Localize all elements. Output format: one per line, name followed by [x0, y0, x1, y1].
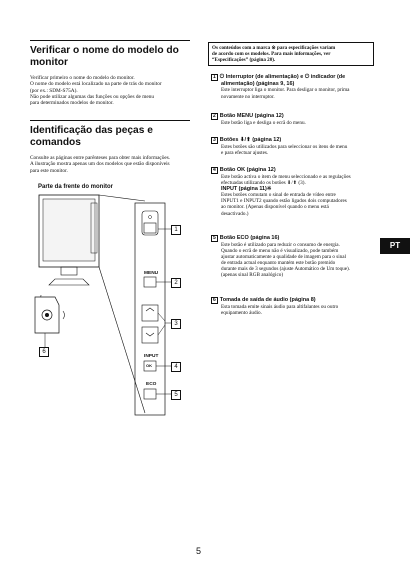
callout-3: 3: [171, 319, 181, 329]
rule-left-2: [30, 120, 190, 121]
label-input: INPUT: [144, 354, 159, 359]
section-title: Identificação das peças e comandos: [30, 125, 153, 148]
label-eco: ECO: [146, 382, 157, 387]
callout-1: 1: [171, 225, 181, 235]
item-audio: 6 Tomada de saída de áudio (página 8) Esta tomada emite sinais áudio para altifalantes ou outro equipamento áudio.: [213, 297, 339, 317]
section-paragraph: Consulte as páginas entre parênteses para obter mais informações. A ilustração mostra apenas um dos modelos que estão disponíveis para este monitor.: [30, 155, 171, 174]
section-model-name: [30, 45, 195, 106]
item-arrows: 3 Botões ⬇/⬆ (página 12) Estes botões são utilizados para seleccionar os itens de menu e para efectuar ajustes.: [213, 137, 348, 157]
callout-2: 2: [171, 278, 181, 288]
label-menu: MENU: [144, 271, 159, 276]
top-rule-left: [30, 40, 190, 41]
section-paragraph: Verificar primeiro o nome do modelo do monitor. O nome do modelo está localizado na parte de trás do monitor (por ex.: SDM-S75A). Não pode utilizar algumas das funções ou opções de menu para determinados modelos de monitor.: [30, 75, 162, 107]
subheading-front: Parte da frente do monitor: [38, 184, 114, 190]
callout-4: 4: [171, 362, 181, 372]
note-box: Os conteúdos com a marca ※ para especificações variam de acordo com os modelos. Para mais informações, ver “Especificações” (página 20).: [208, 42, 374, 66]
label-ok: OK: [146, 363, 152, 368]
section-title: Verificar o nome do modelo do monitor: [30, 45, 179, 68]
page-number: 5: [196, 546, 202, 556]
item-power: 1 ⏻ Interruptor (de alimentação) e ⏻ indicador (de alimentação) (páginas 9, 16) Este interruptor liga o monitor. Para desligar o monitor, prima novamente no interruptor.: [213, 74, 350, 100]
callout-6: 6: [39, 347, 49, 357]
language-tab: PT: [380, 238, 410, 254]
item-number: 1: [213, 74, 216, 80]
item-ok: 4 Botão OK (página 12) Este botão activa o item de menu seleccionado e as regulações efectuadas utilizando os botões ⬇/⬆ (3). INPUT (página 11)※ Estes botões comutam o sinal de entrada de vídeo entre INPUT1 e INPUT2 quando estão ligados dois computadores ao monitor. (Apenas disponível quando o menu está desactivado.): [213, 167, 351, 217]
item-menu: 2 Botão MENU (página 12) Este botão liga e desliga o ecrã do menu.: [213, 113, 306, 126]
section-identification: [30, 125, 195, 174]
item-eco: 5 Botão ECO (página 16) Este botão é utilizado para reduzir o consumo de energia. Quando o ecrã de menu não é visualizado, pode também ajustar automaticamente a qualidade de imagem para o sinal de entrada actual enquanto mantém este botão premido durante mais de 3 segundos (ajuste Automático de Um toque). (apenas sinal RGB analógico): [213, 235, 351, 279]
callout-5: 5: [171, 390, 181, 400]
